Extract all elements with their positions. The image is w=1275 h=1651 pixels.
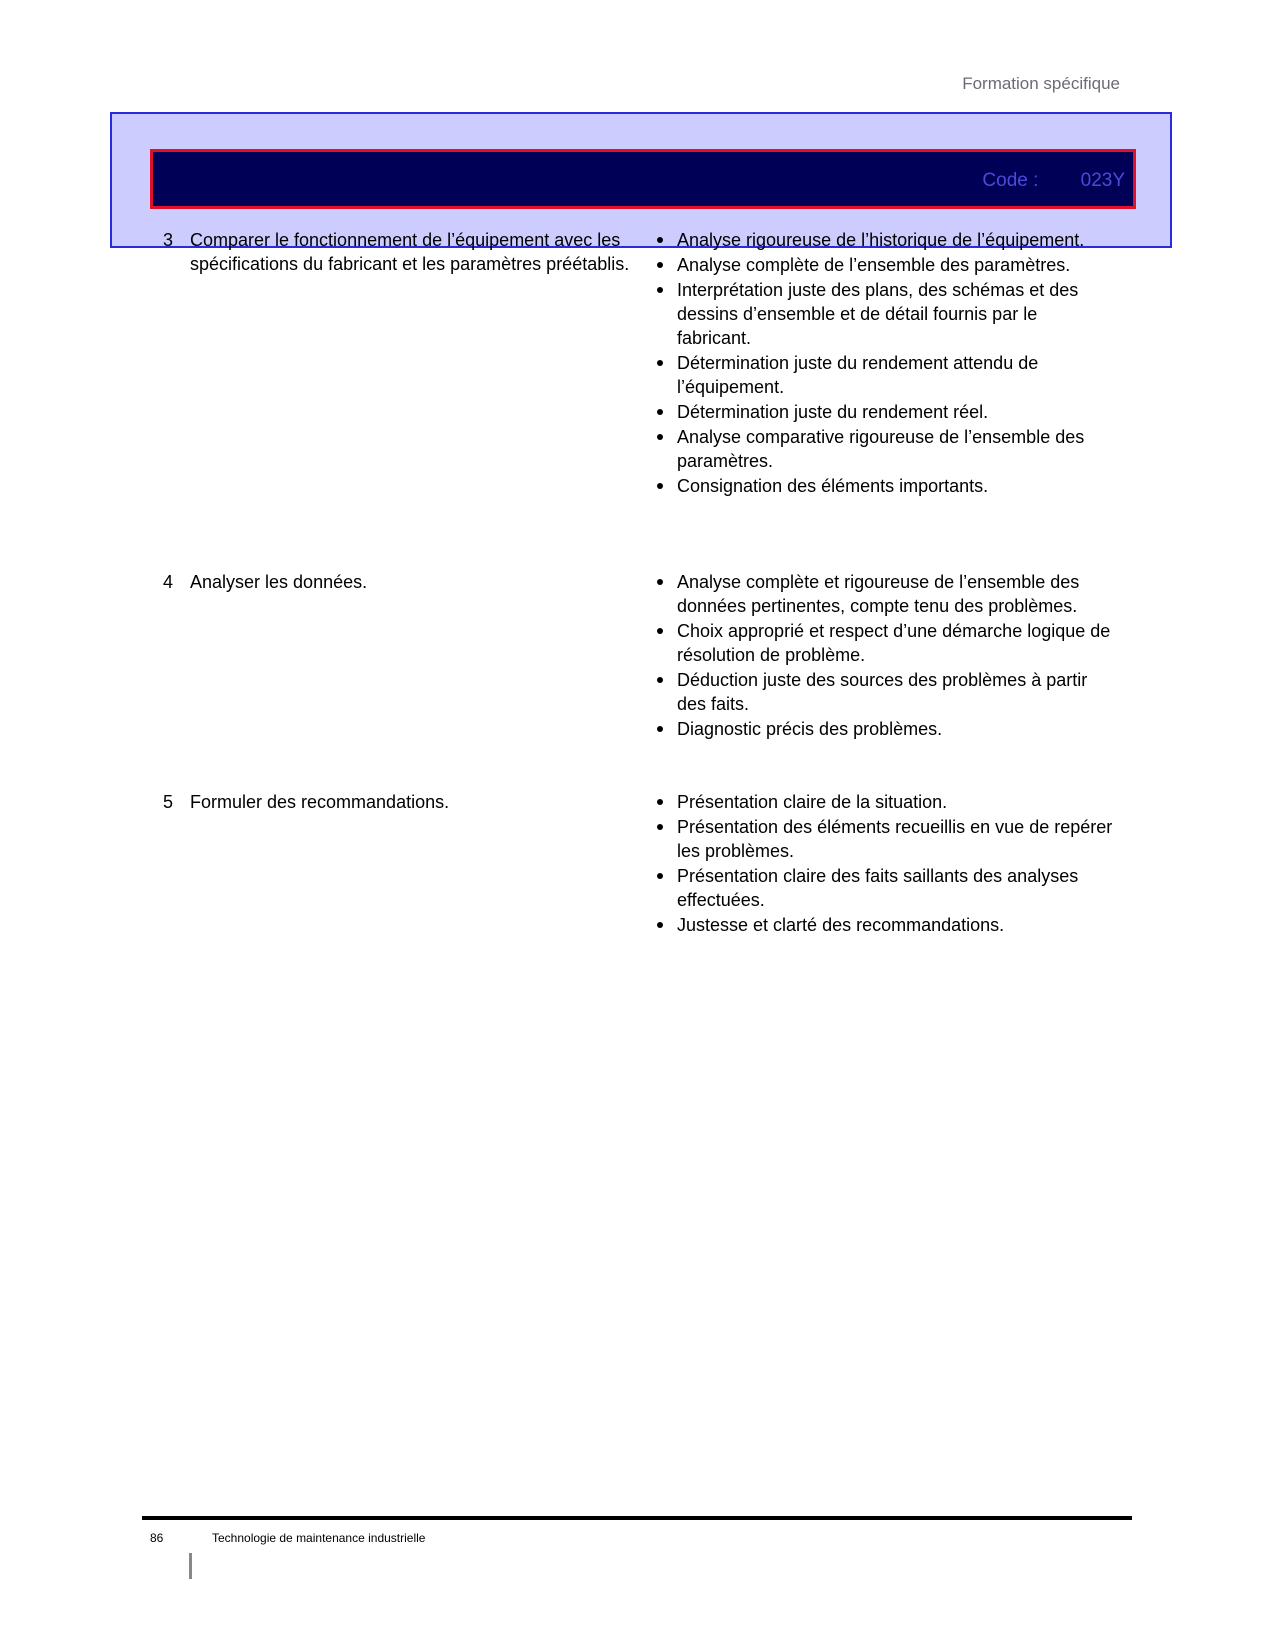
code-bar (150, 149, 1136, 209)
criterion-item: Présentation des éléments recueillis en vue de repérer les problèmes. (655, 815, 1115, 863)
criterion-item: Présentation claire de la situation. (655, 790, 1115, 814)
text-cursor-icon (189, 1553, 192, 1579)
code-label: Code : (982, 170, 1039, 191)
course-code (982, 170, 1125, 192)
step-text: Formuler des recommandations. (190, 792, 450, 812)
step-number: 4 (163, 572, 174, 592)
step-number: 3 (163, 230, 174, 250)
code-value: 023Y (1080, 170, 1125, 191)
step-number: 5 (163, 792, 174, 812)
criterion-item: Consignation des éléments importants. (655, 474, 1115, 498)
criterion-item: Analyse comparative rigoureuse de l’ensemble des paramètres. (655, 425, 1115, 473)
criterion-item: Présentation claire des faits saillants des analyses effectuées. (655, 864, 1115, 912)
criterion-item: Diagnostic précis des problèmes. (655, 717, 1115, 741)
step-text: Analyser les données. (190, 572, 368, 592)
page-footer (150, 1531, 425, 1545)
criterion-item: Analyse rigoureuse de l’historique de l’équipement. (655, 228, 1115, 252)
criterion-item: Détermination juste du rendement attendu de l’équipement. (655, 351, 1115, 399)
criteria-list (655, 570, 1115, 742)
criterion-item: Déduction juste des sources des problèmes à partir des faits. (655, 668, 1115, 716)
criteria-list (655, 228, 1115, 499)
criterion-item: Choix approprié et respect d’une démarche logique de résolution de problème. (655, 619, 1115, 667)
criteria-list (655, 790, 1115, 938)
page-number: 86 (150, 1531, 164, 1545)
running-head: Formation spécifique (962, 74, 1120, 93)
criterion-item: Interprétation juste des plans, des schémas et des dessins d’ensemble et de détail fournis par le fabricant. (655, 278, 1115, 350)
criterion-item: Justesse et clarté des recommandations. (655, 913, 1115, 937)
criterion-item: Analyse complète et rigoureuse de l’ensemble des données pertinentes, compte tenu des problèmes. (655, 570, 1115, 618)
footer-rule (142, 1516, 1132, 1520)
criterion-item: Détermination juste du rendement réel. (655, 400, 1115, 424)
criterion-item: Analyse complète de l’ensemble des paramètres. (655, 253, 1115, 277)
step-text: Comparer le fonctionnement de l’équipement avec les spécifications du fabricant et les paramètres préétablis. (190, 230, 630, 274)
program-title: Technologie de maintenance industrielle (212, 1531, 426, 1545)
